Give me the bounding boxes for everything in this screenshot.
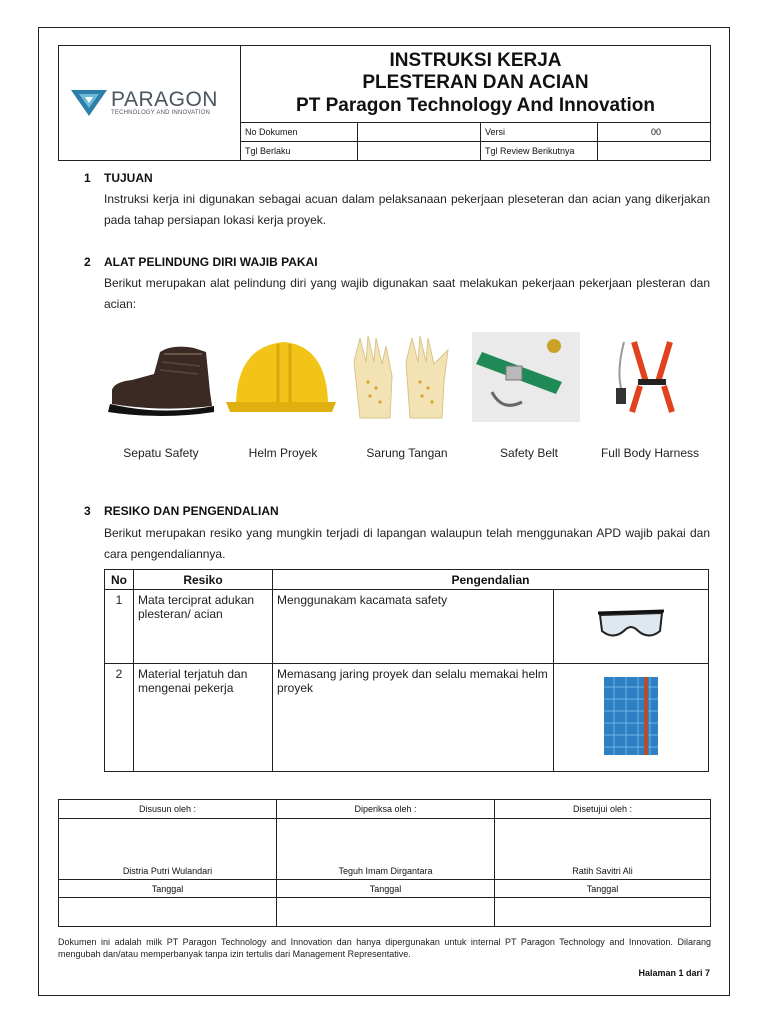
risk-header-pengendalian: Pengendalian	[273, 570, 709, 590]
disetujui-tanggal-label: Tanggal	[495, 880, 711, 898]
disusun-tanggal-value	[59, 898, 277, 927]
disusun-name: Distria Putri Wulandari	[59, 819, 277, 880]
disusun-tanggal-label: Tanggal	[59, 880, 277, 898]
doc-title-line3: PT Paragon Technology And Innovation	[296, 95, 655, 116]
safety-glasses-icon	[596, 605, 666, 645]
apd-label-safety-belt: Safety Belt	[499, 446, 559, 460]
risk-table	[104, 569, 709, 772]
table-row	[105, 590, 709, 664]
safety-net-building-icon	[604, 677, 658, 755]
risk-row-image-cell	[554, 664, 709, 772]
doc-title-line2: PLESTERAN DAN ACIAN	[362, 72, 589, 93]
disetujui-tanggal-value	[495, 898, 711, 927]
diperiksa-tanggal-value	[277, 898, 495, 927]
title-cell	[241, 46, 711, 123]
tgl-review-value	[598, 142, 711, 161]
section-3-number: 3	[84, 504, 91, 518]
apd-label-harness: Full Body Harness	[600, 446, 700, 460]
section-3-title: RESIKO DAN PENGENDALIAN	[104, 504, 279, 518]
diperiksa-tanggal-label: Tanggal	[277, 880, 495, 898]
page-number: Halaman 1 dari 7	[638, 968, 710, 978]
company-logo	[59, 88, 240, 118]
risk-row-image-cell	[554, 590, 709, 664]
document-header	[58, 45, 711, 161]
disusun-label: Disusun oleh :	[59, 800, 277, 819]
section-2-number: 2	[84, 255, 91, 269]
diperiksa-label: Diperiksa oleh :	[277, 800, 495, 819]
tgl-berlaku-label: Tgl Berlaku	[241, 142, 358, 161]
doc-title-line1: INSTRUKSI KERJA	[389, 50, 562, 71]
risk-header-no: No	[105, 570, 134, 590]
apd-images	[100, 332, 710, 422]
no-dokumen-label: No Dokumen	[241, 123, 358, 142]
no-dokumen-value	[358, 123, 481, 142]
risk-row-pengendalian: Memasang jaring proyek dan selalu memakai helm proyek	[273, 664, 554, 772]
logo-cell	[59, 46, 241, 161]
risk-row-no: 2	[105, 664, 134, 772]
diperiksa-name: Teguh Imam Dirgantara	[277, 819, 495, 880]
risk-row-pengendalian: Menggunakam kacamata safety	[273, 590, 554, 664]
table-row	[105, 664, 709, 772]
company-brand: PARAGON	[111, 88, 218, 111]
gloves-icon	[348, 332, 460, 422]
versi-value: 00	[598, 123, 711, 142]
section-3-heading	[84, 504, 279, 518]
section-2-title: ALAT PELINDUNG DIRI WAJIB PAKAI	[104, 255, 318, 269]
apd-label-gloves: Sarung Tangan	[366, 446, 448, 460]
section-1-title: TUJUAN	[104, 171, 153, 185]
hard-hat-icon	[224, 332, 336, 422]
risk-row-resiko: Material terjatuh dan mengenai pekerja	[134, 664, 273, 772]
section-3-text: Berikut merupakan resiko yang mungkin terjadi di lapangan walaupun telah menggunakan APD wajib pakai dan cara pengendaliannya.	[104, 526, 710, 561]
disetujui-name: Ratih Savitri Ali	[495, 819, 711, 880]
full-body-harness-icon	[596, 332, 708, 422]
tgl-berlaku-value	[358, 142, 481, 161]
section-2-text: Berikut merupakan alat pelindung diri yang wajib digunakan saat melakukan pekerjaan pekerjaan plesteran dan acian:	[104, 276, 710, 311]
risk-row-no: 1	[105, 590, 134, 664]
safety-belt-icon	[472, 332, 584, 422]
safety-shoe-icon	[102, 332, 214, 422]
tgl-review-label: Tgl Review Berikutnya	[481, 142, 598, 161]
section-1-heading	[84, 171, 153, 185]
risk-row-resiko: Mata terciprat adukan plesteran/ acian	[134, 590, 273, 664]
apd-label-hard-hat: Helm Proyek	[248, 446, 318, 460]
footer-disclaimer: Dokumen ini adalah milk PT Paragon Technology and Innovation dan hanya dipergunakan untuk internal PT Paragon Technology and Innovation. Dilarang mengubah dan/atau memperbanyak tanpa izin tertulis dari Management Representative.	[58, 937, 711, 959]
paragon-triangle-icon	[71, 88, 107, 118]
section-2-heading	[84, 255, 318, 269]
apd-label-safety-shoe: Sepatu Safety	[123, 446, 199, 460]
risk-header-resiko: Resiko	[134, 570, 273, 590]
section-1-number: 1	[84, 171, 91, 185]
company-tagline: TECHNOLOGY AND INNOVATION	[111, 110, 211, 116]
signature-table	[58, 799, 711, 927]
disetujui-label: Disetujui oleh :	[495, 800, 711, 819]
versi-label: Versi	[481, 123, 598, 142]
section-1-text: Instruksi kerja ini digunakan sebagai acuan dalam pelaksanaan pekerjaan pleseteran dan acian yang dikerjakan pada tahap persiapan lokasi kerja proyek.	[104, 192, 710, 227]
